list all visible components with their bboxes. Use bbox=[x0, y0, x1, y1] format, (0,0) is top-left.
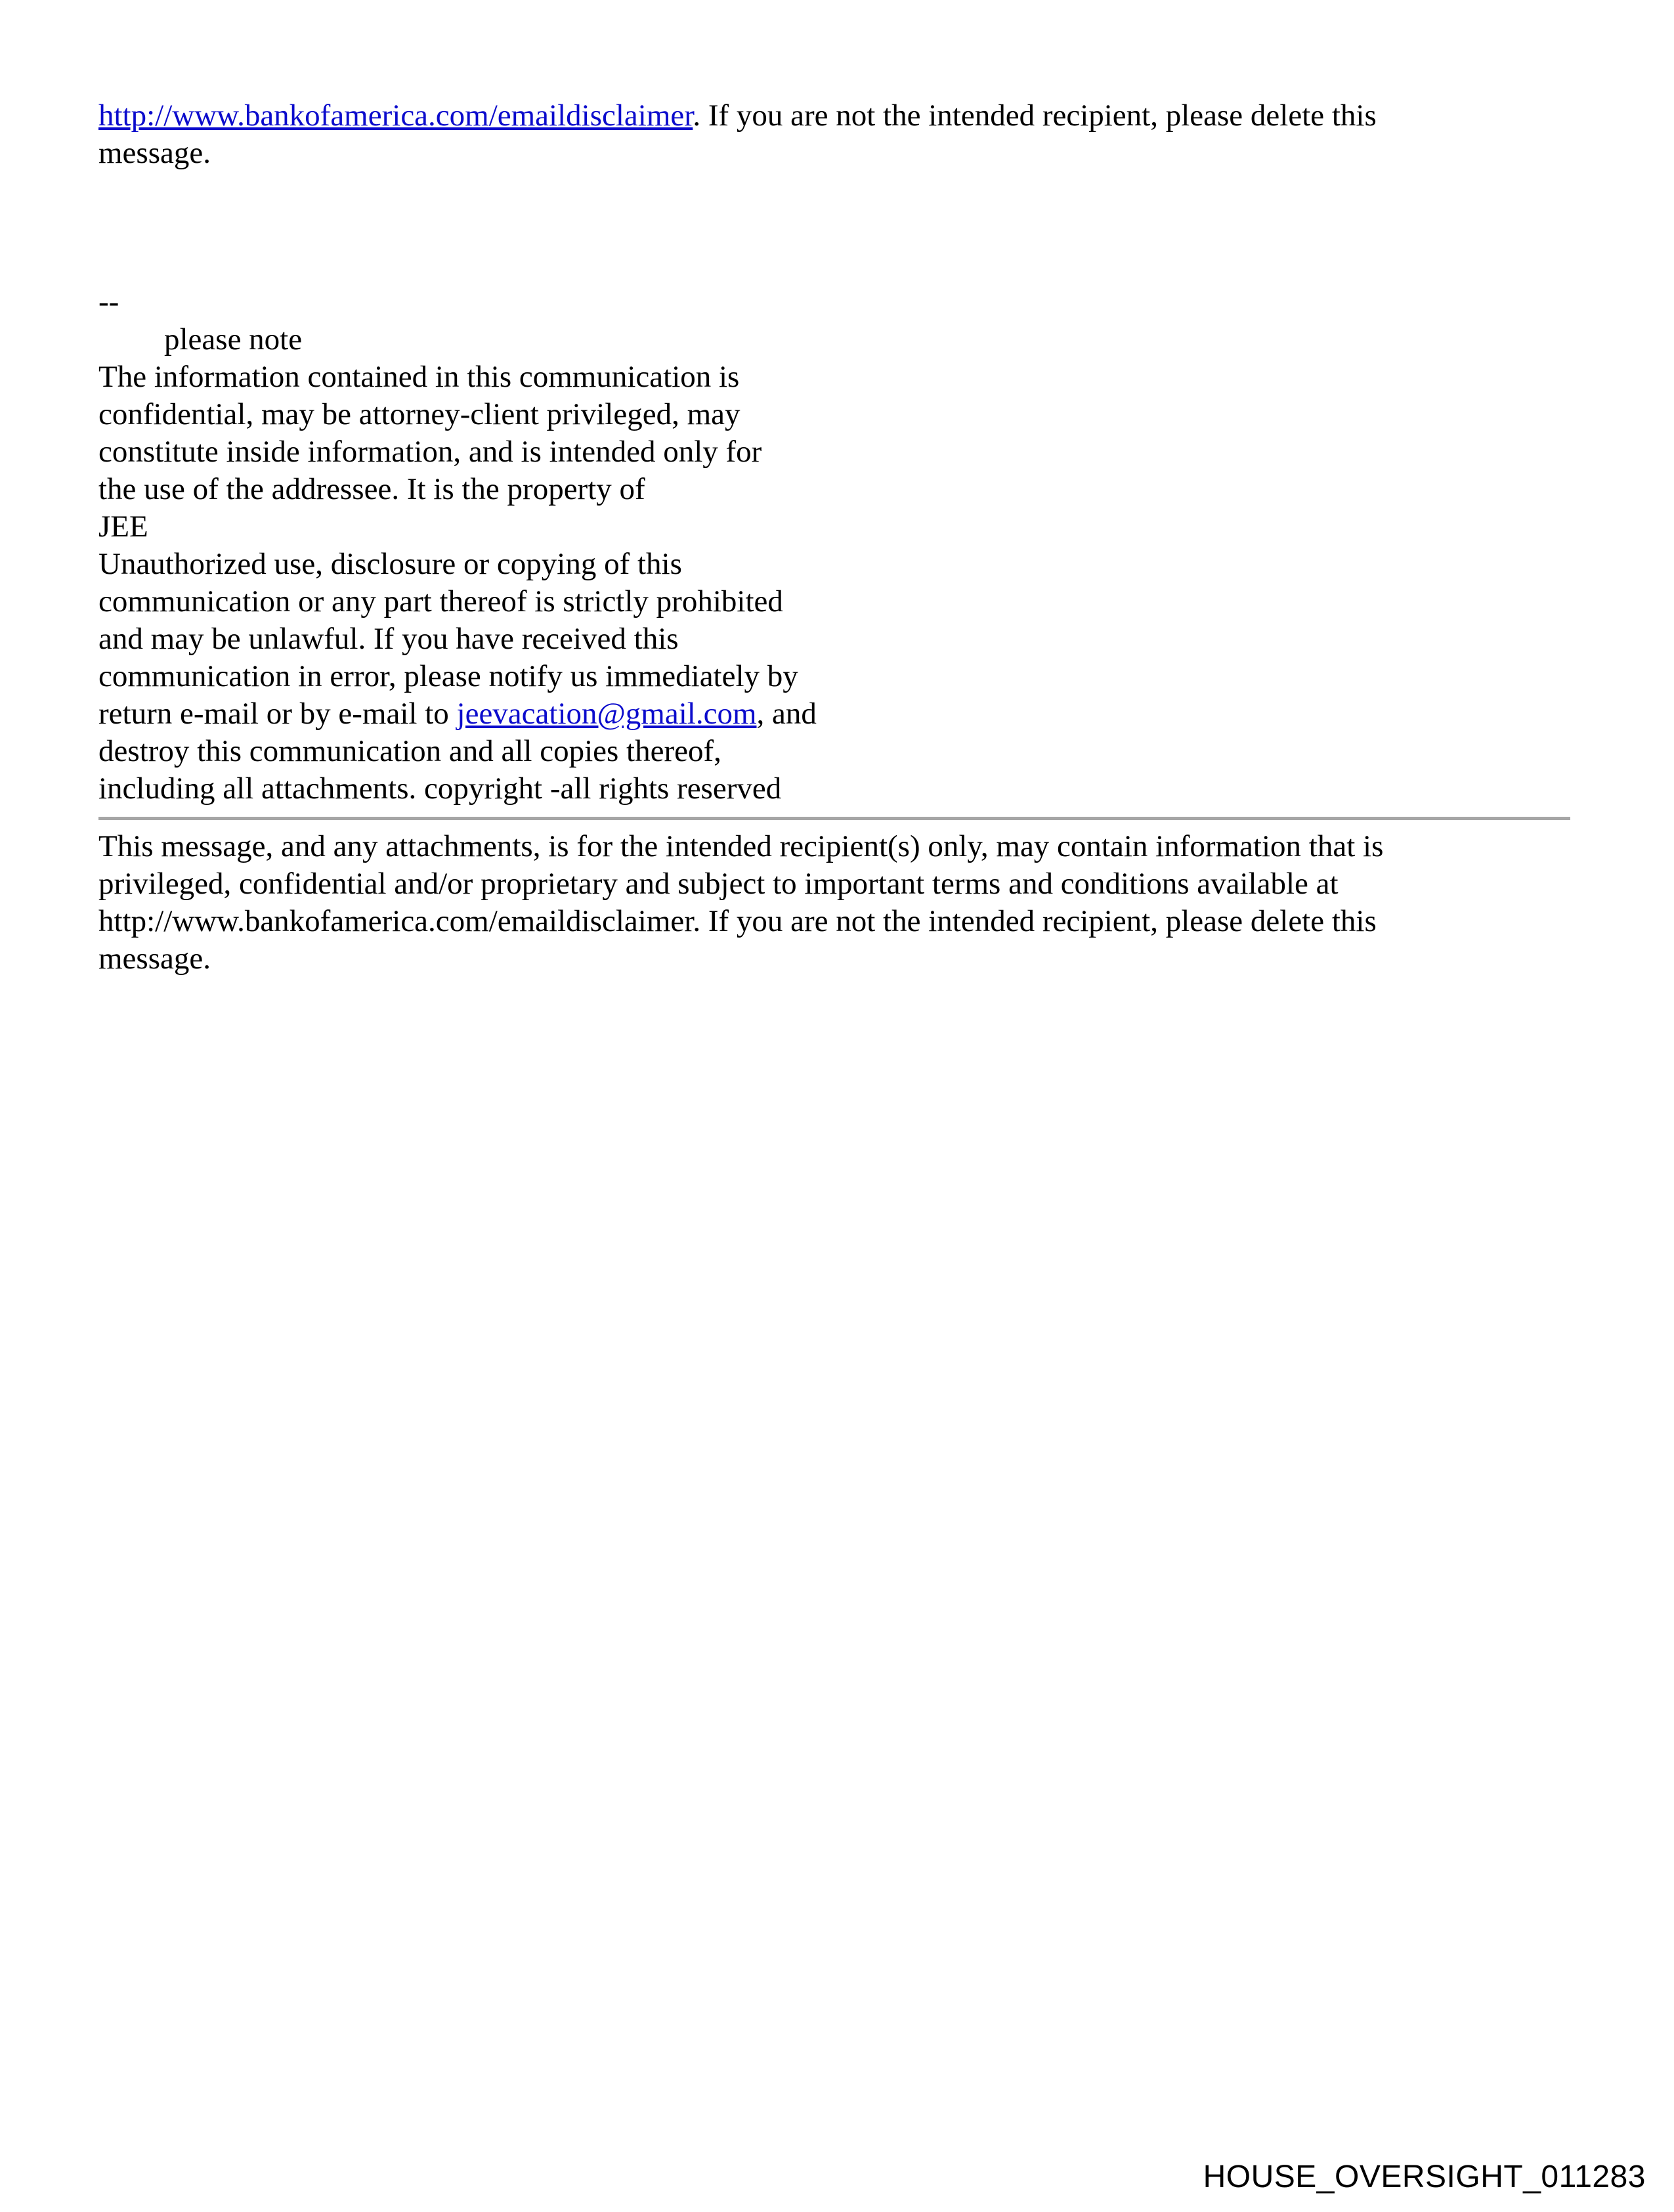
email-line-suffix: , and bbox=[756, 697, 817, 731]
bottom-disclaimer bbox=[98, 828, 1576, 978]
signature-line: communication in error, please notify us immediately by bbox=[98, 659, 798, 693]
signature-dashes: -- bbox=[98, 285, 119, 319]
signature-line: JEE bbox=[98, 510, 148, 544]
top-disclaimer bbox=[98, 97, 1576, 172]
disclaimer-link[interactable]: http://www.bankofamerica.com/emaildisclaimer bbox=[98, 98, 693, 133]
bottom-disclaimer-line: message. bbox=[98, 942, 211, 976]
signature-line: including all attachments. copyright -all rights reserved bbox=[98, 771, 782, 806]
signature-line: The information contained in this communication is bbox=[98, 360, 740, 394]
disclaimer-text-end: message. bbox=[98, 136, 211, 170]
bottom-disclaimer-line: http://www.bankofamerica.com/emaildisclaimer. If you are not the intended recipient, please delete this bbox=[98, 904, 1377, 938]
signature-line: destroy this communication and all copies thereof, bbox=[98, 734, 721, 768]
bates-number: HOUSE_OVERSIGHT_011283 bbox=[1203, 2159, 1646, 2194]
blank-space bbox=[98, 172, 1576, 284]
horizontal-rule bbox=[98, 817, 1570, 820]
signature-email-line bbox=[98, 695, 1576, 733]
signature-line: constitute inside information, and is intended only for bbox=[98, 435, 762, 469]
email-link[interactable]: jeevacation@gmail.com bbox=[456, 697, 757, 731]
signature-line: the use of the addressee. It is the property of bbox=[98, 472, 645, 506]
disclaimer-text: . If you are not the intended recipient, please delete this bbox=[693, 98, 1377, 133]
signature-line: Unauthorized use, disclosure or copying of this bbox=[98, 547, 682, 581]
please-note-heading: please note bbox=[164, 322, 303, 357]
signature-block bbox=[98, 284, 1576, 808]
document-body bbox=[98, 97, 1576, 978]
signature-line: communication or any part thereof is strictly prohibited bbox=[98, 584, 783, 618]
signature-line: and may be unlawful. If you have received this bbox=[98, 622, 679, 656]
bottom-disclaimer-line: privileged, confidential and/or proprietary and subject to important terms and conditions available at bbox=[98, 867, 1339, 901]
bottom-disclaimer-line: This message, and any attachments, is for the intended recipient(s) only, may contain information that is bbox=[98, 829, 1384, 863]
email-line-prefix: return e-mail or by e-mail to bbox=[98, 697, 457, 731]
signature-line: confidential, may be attorney-client privileged, may bbox=[98, 397, 740, 431]
